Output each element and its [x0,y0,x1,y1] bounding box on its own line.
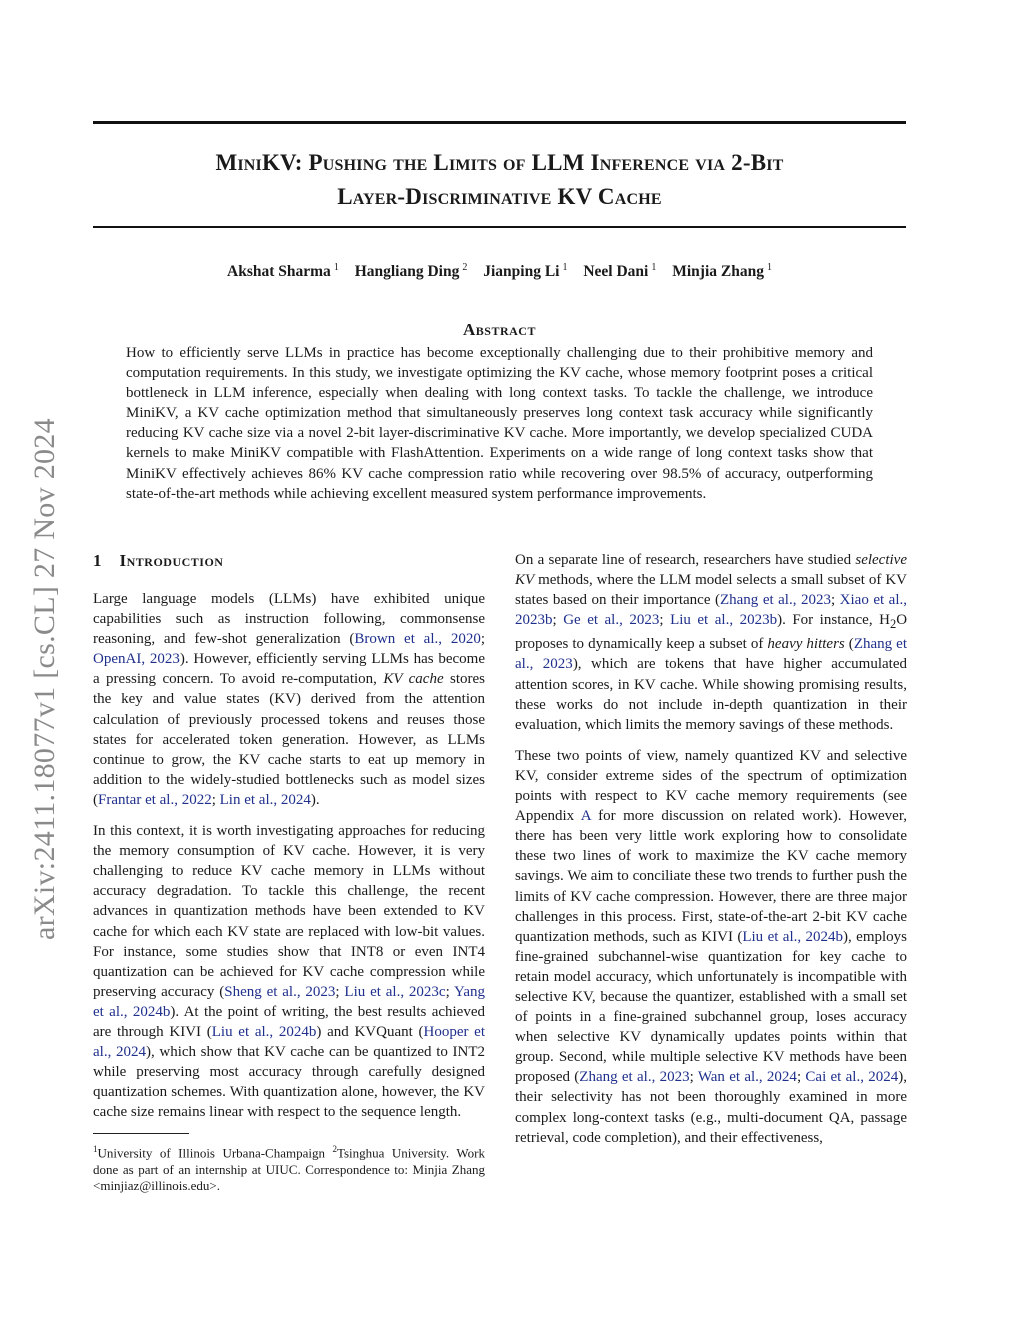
text-run: ). However, efficiently serving LLMs has become a pressing concern. To avoid re-computation, [93,651,485,688]
text-run: These two points of view, namely quantized KV and selective KV, consider extreme sides of the spectrum of optimization points with respect to KV cache memory requirements (see Appendix [515,747,907,825]
footnote-text: University of Illinois Urbana-Champaign [97,1145,333,1161]
title-line-1: MiniKV: Pushing the Limits of LLM Inference via 2-Bit [215,150,784,175]
section-heading [93,550,485,572]
subscript: 2 [889,617,897,632]
section-title: Introduction [119,551,224,570]
footnote-mark: 1 [93,1144,98,1155]
paper-title [93,146,906,214]
citation-link[interactable]: Hooper et al., 2024 [93,1023,486,1061]
footnote-mark: 2 [332,1144,337,1155]
text-run: ; [830,592,840,609]
citation-link[interactable]: Yang et al., 2024b [93,983,486,1020]
citation-link[interactable]: Xiao et al., 2023b [515,592,907,629]
emphasis: KV cache [383,671,444,688]
text-run: stores the key and value states (KV) derived from the attention calculation of previously processed tokens and reuses those states for accelerated token generation. However, as LLMs continue to grow, the KV cache starts to eat up memory in addition to the widely-studied bottlenecks such as model sizes ( [93,671,486,808]
section-number: 1 [93,551,102,570]
paragraph [93,821,485,1122]
text-run: ( [844,636,854,653]
text-run: ; [211,791,220,808]
citation-link[interactable]: Liu et al., 2023c [344,983,446,1000]
citation-link[interactable]: OpenAI, 2023 [93,651,180,668]
citation-link[interactable]: A [580,808,591,825]
text-run: ). At the point of writing, the best results achieved are through KIVI ( [93,1003,486,1040]
citation-link[interactable]: Liu et al., 2024b [742,928,844,945]
text-run: ), which are tokens that have higher accumulated attention scores, in KV cache. While showing promising results, these works do not include in-depth quantization in their evaluation, which limits the memory savings of these methods. [515,656,907,733]
citation-link[interactable]: Zhang et al., 2023 [515,636,908,673]
citation-link[interactable]: Zhang et al., 2023 [579,1069,690,1086]
author-list [93,262,906,281]
author [355,263,468,280]
text-run: for more discussion on related work). However, there has been very little work exploring how to consolidate these two lines of work to maximize the KV cache memory savings. We aim to conciliate these two trends to further push the limits of KV cache compression. However, there are three major challenges in this process. First, state-of-the-art 2-bit KV cache quantization methods, such as KIVI ( [515,808,907,945]
author [227,263,339,280]
text-run: ; [445,983,455,1000]
text-run: methods, where the LLM model selects a small subset of KV states based on their importance ( [515,572,907,609]
author-name: Jianping Li [483,263,560,281]
abstract-text: How to efficiently serve LLMs in practice has become exceptionally challenging due to their prohibitive memory and computation requirements. In this study, we investigate optimizing the KV cache, whose memory footprint poses a critical bottleneck in LLM inference, especially when dealing with long context tasks. To tackle the challenge, we introduce MiniKV, a KV cache optimization method that simultaneously preserves long context task accuracy while significantly reducing KV cache size via a novel 2-bit layer-discriminative KV cache. More importantly, we develop specialized CUDA kernels to make MiniKV compatible with FlashAttention. Experiments on a wide range of long context tasks show that MiniKV effectively achieves 86% KV cache compression ratio while recovering over 98.5% of accuracy, outperforming state-of-the-art methods while achieving excellent measured system performance improvements. [126,345,873,502]
text-run: ; [480,631,485,648]
text-run: ). For instance, H [777,612,890,629]
author-affiliation: 1 [651,262,657,273]
left-column [93,550,485,1194]
text-run: On a separate line of research, researchers have studied [515,552,856,568]
text-run: O proposes to dynamically keep a subset of [515,612,908,653]
text-run: In this context, it is worth investigating approaches for reducing the memory consumption of KV cache. However, it is very challenging to reduce KV cache memory in LLMs without accuracy degradation. To tackle this challenge, the recent advances in quantization methods have been extended to KV cache for which each KV state are replaced with low-bit values. For instance, some studies show that INT8 or even INT4 quantization can be achieved for KV cache compression while preserving accuracy ( [93,823,485,1000]
title-line-2: Layer-Discriminative KV Cache [337,184,662,209]
author-affiliation: 1 [766,262,772,273]
citation-link[interactable]: Zhang et al., 2023 [719,592,831,609]
text-run: ; [335,983,345,1000]
arxiv-identifier: arXiv:2411.18077v1 [cs.CL] 27 Nov 2024 [28,418,61,940]
citation-link[interactable]: Brown et al., 2020 [354,631,481,648]
citation-link[interactable]: Liu et al., 2023b [670,612,778,629]
author-name: Neel Dani [583,263,649,281]
citation-link[interactable]: Wan et al., 2024 [697,1069,797,1086]
text-run: ; [689,1069,698,1086]
author-name: Hangliang Ding [354,263,460,281]
paragraph [93,589,485,810]
text-run: ). [310,791,320,808]
text-run: ; [796,1069,806,1086]
emphasis: selective KV [515,552,907,589]
author [483,263,567,280]
text-run: ) and KVQuant ( [316,1023,424,1040]
paragraph [515,550,907,735]
emphasis: heavy hitters [767,636,845,653]
title-rule-top [93,121,906,124]
footnote [93,1141,485,1194]
citation-link[interactable]: Lin et al., 2024 [219,791,311,808]
text-run: ), their selectivity has not been thoroughly examined in more complex long-context tasks (e.g., multi-document QA, passage retrieval, code completion), and their effectiveness, [515,1069,907,1146]
citation-link[interactable]: Sheng et al., 2023 [224,983,336,1000]
author-affiliation: 1 [562,262,568,273]
author-name: Akshat Sharma [227,263,331,281]
text-run: ; [552,612,564,629]
author-name: Minjia Zhang [672,263,764,281]
citation-link[interactable]: Cai et al., 2024 [805,1069,899,1086]
footnote-rule [93,1133,189,1134]
text-run: ), which show that KV cache can be quantized to INT2 while preserving most accuracy through carefully designed quantization schemes. With quantization alone, however, the KV cache size remains linear with respect to the sequence length. [93,1044,486,1121]
author-affiliation: 2 [462,262,468,273]
citation-link[interactable]: Ge et al., 2023 [563,612,660,629]
author-affiliation: 1 [333,262,339,273]
abstract-heading: Abstract [463,320,536,339]
author [583,263,656,280]
text-run: Large language models (LLMs) have exhibited unique capabilities such as instruction following, commonsense reasoning, and few-shot generalization ( [93,591,485,648]
footnote-text: Tsinghua University. Work done as part of an internship at UIUC. Correspondence to: Minjia Zhang <minjiaz@illinois.edu>. [93,1145,485,1194]
author [672,263,772,280]
paragraph [515,746,907,1148]
right-column [515,550,907,1159]
title-rule-bottom [93,226,906,228]
text-run: ), employs fine-grained subchannel-wise quantization for key cache to retain model accuracy, which unfortunately is incompatible with selective KV, because the quantizer, established with a small set of points in a fine-grained subchannel group, loses accuracy when selective KV dynamically updates points within that group. Second, while multiple selective KV methods have been proposed ( [515,928,907,1086]
text-run: ; [659,612,671,629]
citation-link[interactable]: Frantar et al., 2022 [98,791,212,808]
citation-link[interactable]: Liu et al., 2024b [211,1023,317,1040]
